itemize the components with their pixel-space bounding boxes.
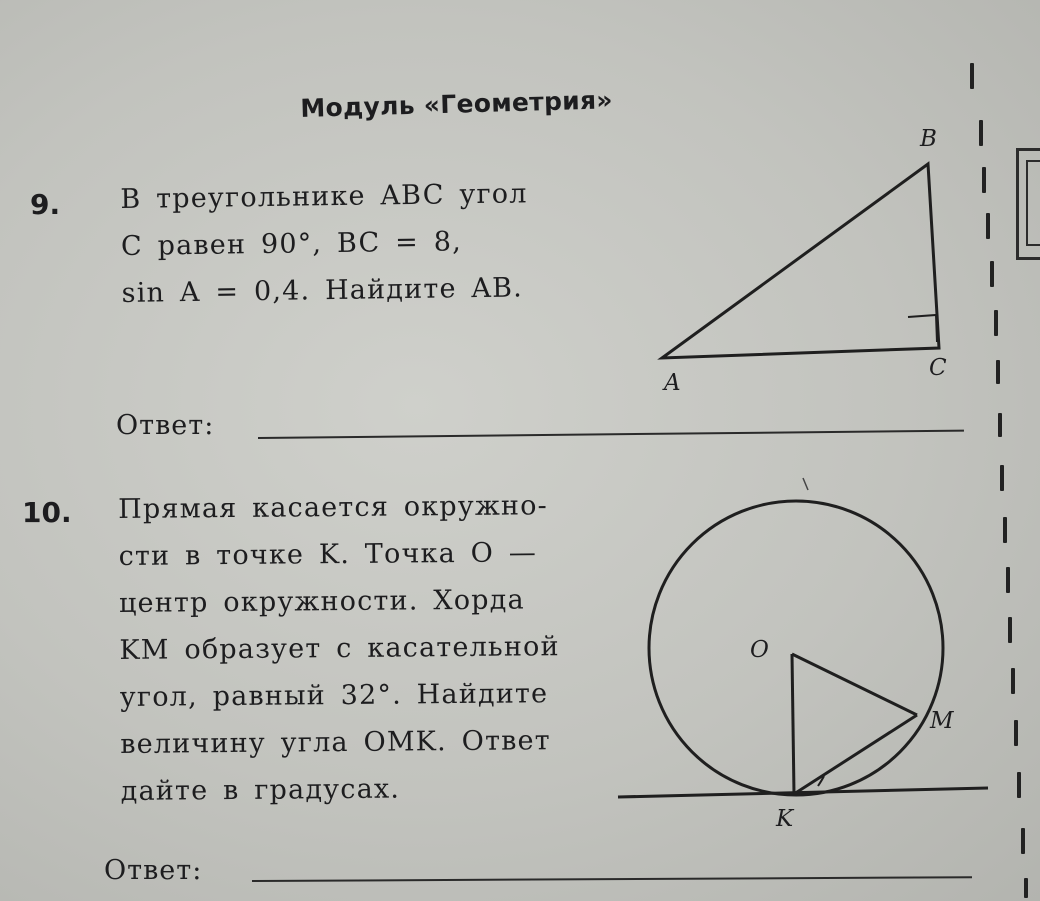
task-10-line-1: Прямая касается окружно- [118,490,549,525]
label-b: B [920,126,937,152]
label-m: M [930,708,954,734]
task-10-line-2: сти в точке K. Точка O — [118,537,538,572]
label-a: A [664,370,681,396]
answer-box-inner [1026,160,1040,246]
task-9-line-2: C равен 90°, BC = 8, [120,226,463,262]
task-9-line-1: В треугольнике ABC угол [120,178,528,215]
task-9-answer-label: Ответ: [116,410,215,441]
task-10-line-5: угол, равный 32°. Найдите [119,678,549,713]
label-k: K [776,806,794,832]
task-10-answer-label: Ответ: [104,855,203,886]
circle [649,501,943,795]
task-9-line-3: sin A = 0,4. Найдите AB. [121,272,524,309]
label-c: C [929,355,947,381]
radius-om [792,654,917,715]
task-10-line-6: величину угла OMK. Ответ [120,725,551,760]
task-10-line-3: центр окружности. Хорда [118,584,525,619]
task-10-line-7: дайте в градусах. [120,773,401,807]
task-10-number: 10. [22,496,72,529]
pencil-mark [803,478,808,490]
radius-ok [792,654,794,794]
task-9-number: 9. [30,188,61,221]
label-o: O [750,637,769,663]
module-title: Модуль «Геометрия» [300,85,614,123]
task-10-line-4: KM образует с касательной [119,631,560,666]
